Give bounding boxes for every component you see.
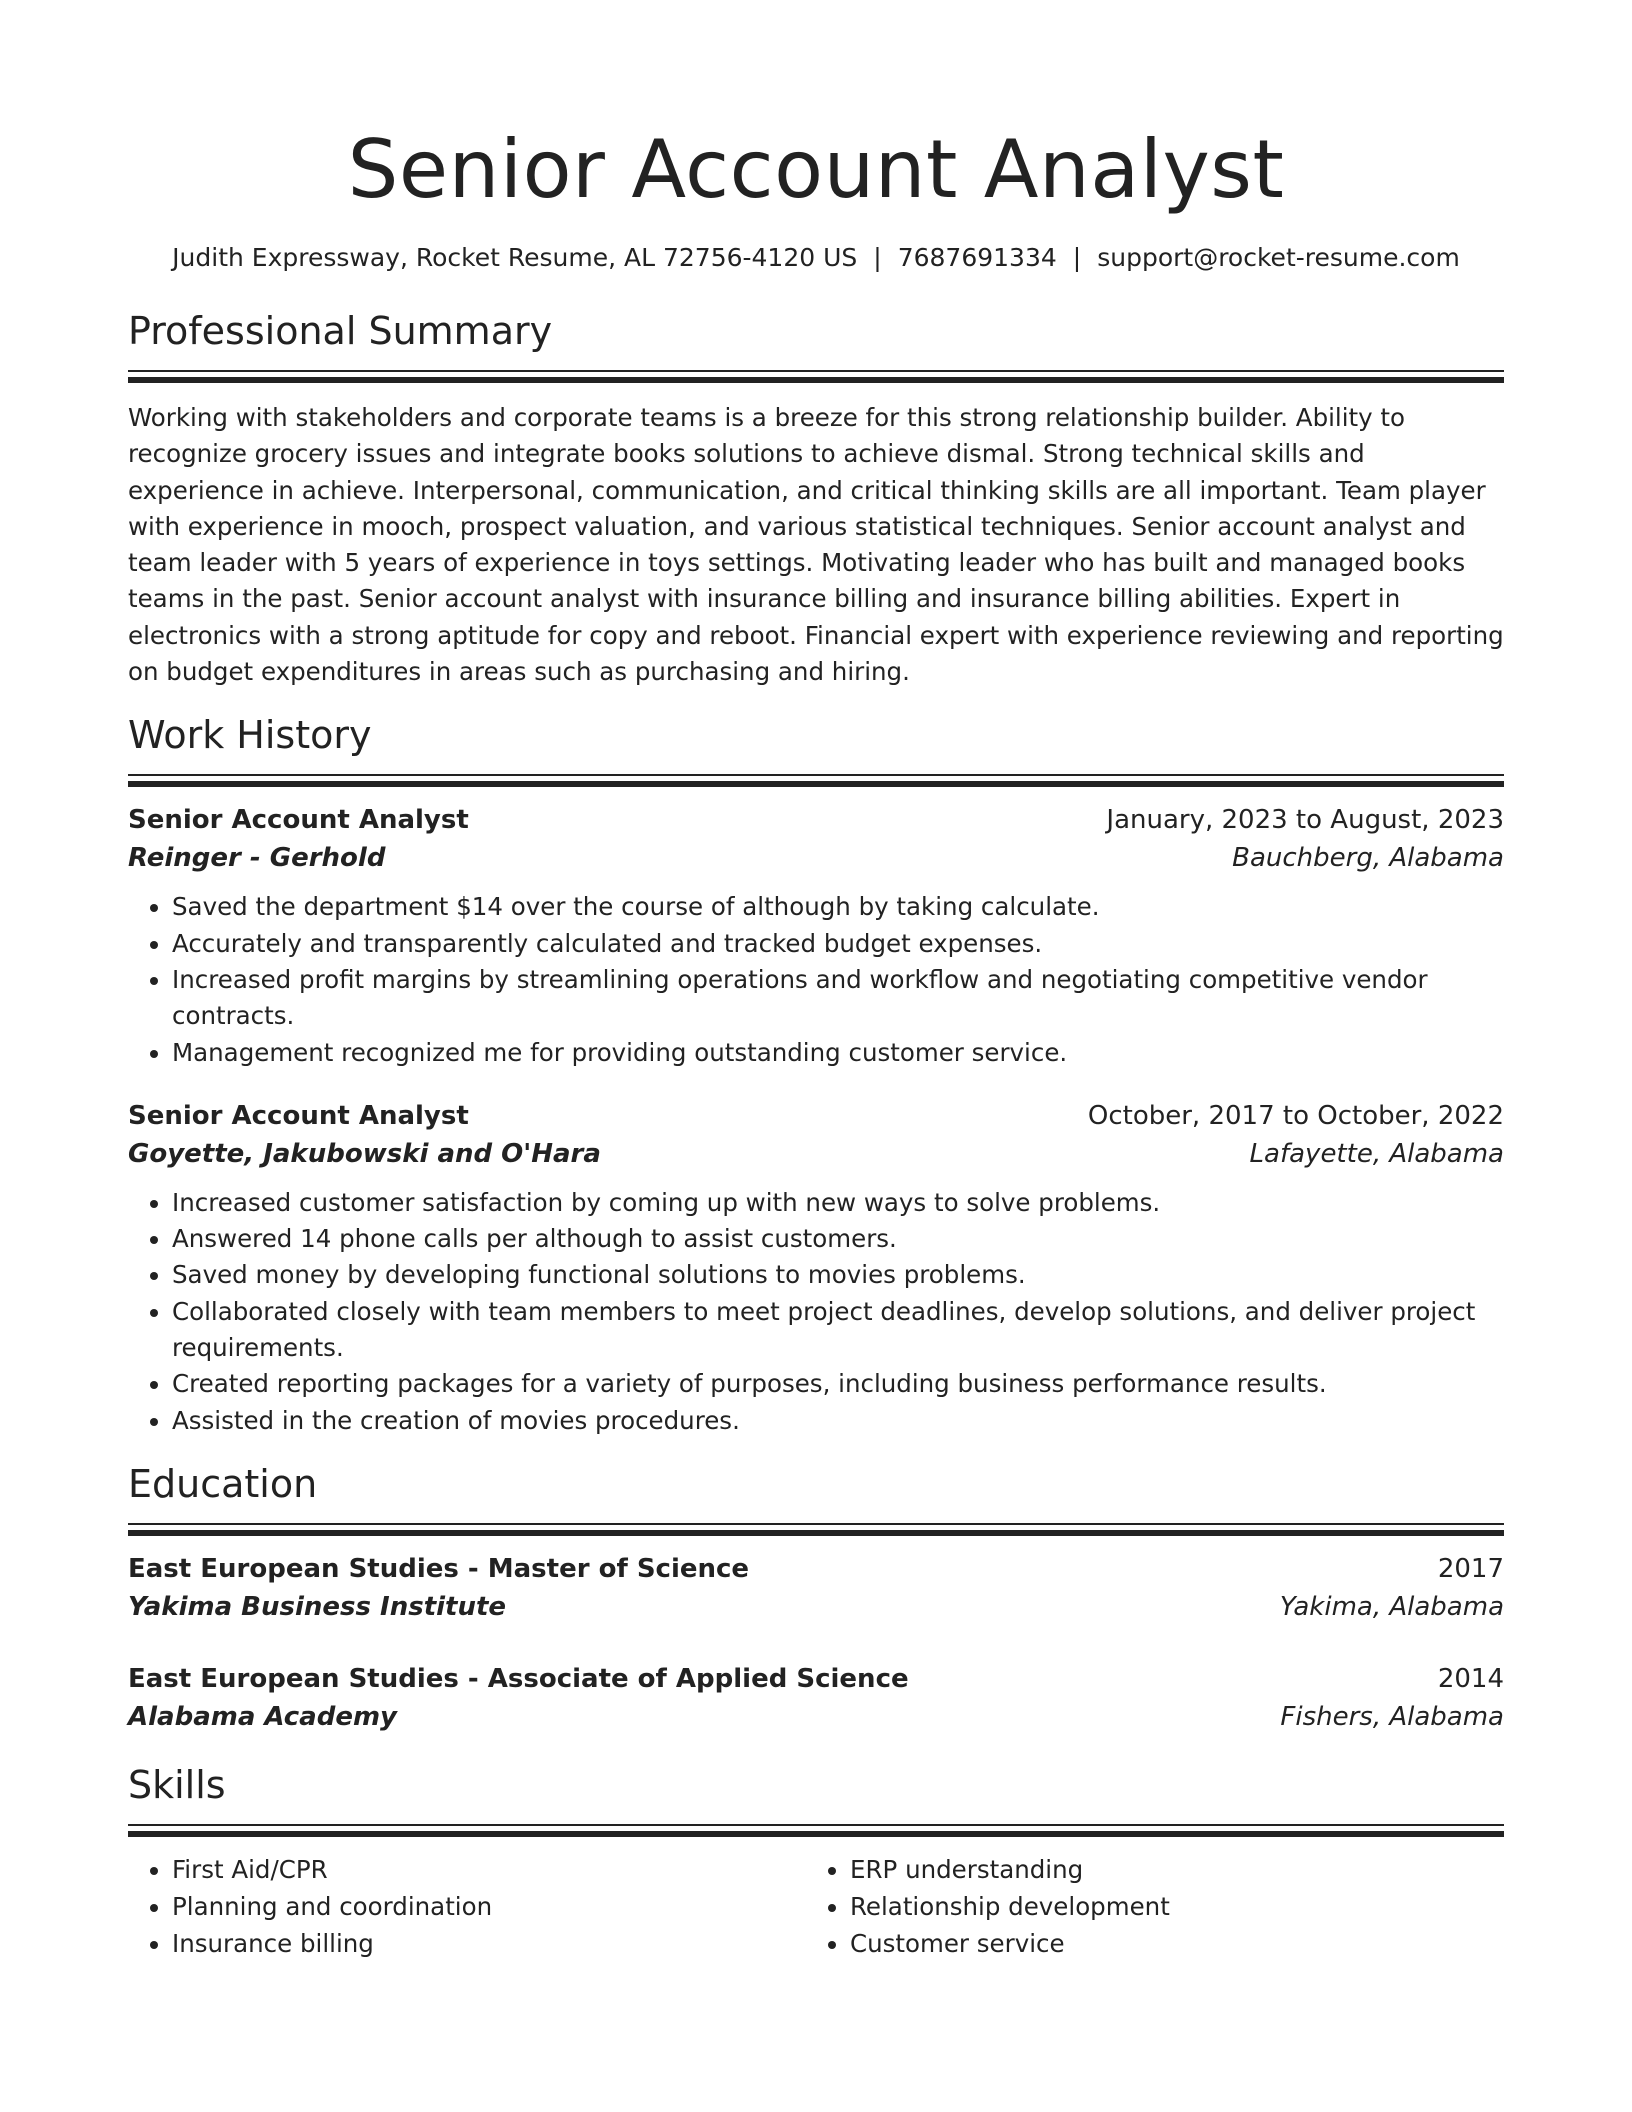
section-divider — [128, 370, 1504, 372]
work-history-section — [128, 710, 1504, 1439]
skill-item: • Customer service — [850, 1925, 1484, 1962]
list-item: • Increased profit margins by streamlining operations and workflow and negotiating competitive vendor contracts. — [172, 962, 1504, 1035]
section-title-education: Education — [128, 1461, 318, 1506]
education-school-row — [128, 1698, 1504, 1736]
list-item: • Management recognized me for providing outstanding customer service. — [172, 1035, 1504, 1071]
education-section — [128, 1459, 1504, 1736]
job-company: Reinger - Gerhold — [128, 843, 386, 874]
job-bullets — [128, 1185, 1504, 1439]
job-header-row — [128, 1097, 1504, 1135]
job-header-row — [128, 801, 1504, 839]
contact-separator: | — [873, 243, 882, 272]
education-location: Yakima, Alabama — [1279, 1591, 1504, 1622]
job-location: Lafayette, Alabama — [1249, 1138, 1504, 1169]
education-year: 2014 — [1437, 1663, 1504, 1694]
list-item: • Created reporting packages for a variety of purposes, including business performance results. — [172, 1366, 1504, 1402]
skill-item: • First Aid/CPR — [172, 1851, 806, 1888]
education-header-row — [128, 1550, 1504, 1588]
education-entry — [128, 1550, 1504, 1626]
contact-line — [128, 240, 1504, 276]
skills-column-right — [806, 1851, 1484, 1962]
section-divider-thick — [128, 781, 1504, 787]
contact-email: support@rocket-resume.com — [1097, 243, 1460, 272]
job-entry — [128, 1097, 1504, 1439]
list-item: • Saved the department $14 over the course of although by taking calculate. — [172, 889, 1504, 925]
summary-text: Working with stakeholders and corporate teams is a breeze for this strong relationship builder. Ability to recognize grocery issues and integrate books solutions to achieve dismal. Strong technical skills and experience in achieve. Interpersonal, communication, and critical thinking skills are all important. Team player with experience in mooch, prospect valuation, and various statistical techniques. Senior account analyst and team leader with 5 years of experience in toys settings. Motivating leader who has built and managed books teams in the past. Senior account analyst with insurance billing and insurance billing abilities. Expert in electronics with a strong aptitude for copy and reboot. Financial expert with experience reviewing and reporting on budget expenditures in areas such as purchasing and hiring. — [128, 403, 1504, 687]
section-divider-thick — [128, 1831, 1504, 1837]
job-location: Bauchberg, Alabama — [1232, 843, 1504, 874]
skill-item: • Planning and coordination — [172, 1888, 806, 1925]
job-bullets — [128, 889, 1504, 1070]
job-dates: January, 2023 to August, 2023 — [1106, 805, 1504, 836]
section-divider-thick — [128, 377, 1504, 383]
list-item: • Accurately and transparently calculated and tracked budget expenses. — [172, 926, 1504, 962]
education-degree: East European Studies - Associate of Applied Science — [128, 1663, 909, 1694]
education-school: Yakima Business Institute — [128, 1591, 507, 1622]
job-entry — [128, 801, 1504, 1070]
section-divider — [128, 774, 1504, 776]
list-item: • Answered 14 phone calls per although to assist customers. — [172, 1221, 1504, 1257]
job-company: Goyette, Jakubowski and O'Hara — [128, 1138, 601, 1169]
skills-section — [128, 1760, 1504, 1962]
list-item: • Assisted in the creation of movies procedures. — [172, 1403, 1504, 1439]
job-dates: October, 2017 to October, 2022 — [1087, 1100, 1504, 1131]
education-year: 2017 — [1437, 1553, 1504, 1584]
section-title-summary: Professional Summary — [128, 309, 553, 353]
education-degree: East European Studies - Master of Science — [128, 1553, 750, 1584]
resume-page — [128, 118, 1504, 1962]
education-header-row — [128, 1660, 1504, 1698]
list-item: • Increased customer satisfaction by coming up with new ways to solve problems. — [172, 1185, 1504, 1221]
summary-section — [128, 306, 1504, 690]
education-school-row — [128, 1588, 1504, 1626]
skill-item: • ERP understanding — [850, 1851, 1484, 1888]
section-divider-thick — [128, 1530, 1504, 1536]
section-divider — [128, 1824, 1504, 1826]
job-role: Senior Account Analyst — [128, 805, 469, 836]
education-entry — [128, 1660, 1504, 1736]
job-role: Senior Account Analyst — [128, 1100, 469, 1131]
job-company-row — [128, 1135, 1504, 1173]
education-location: Fishers, Alabama — [1280, 1701, 1504, 1732]
skill-item: • Relationship development — [850, 1888, 1484, 1925]
section-divider — [128, 1523, 1504, 1525]
list-item: • Saved money by developing functional solutions to movies problems. — [172, 1257, 1504, 1293]
section-title-skills: Skills — [128, 1762, 226, 1807]
contact-separator: | — [1072, 243, 1082, 272]
contact-address: Judith Expressway, Rocket Resume, AL 72756-4120 US — [172, 243, 858, 272]
section-title-work-history: Work History — [128, 713, 372, 758]
education-school: Alabama Academy — [128, 1701, 397, 1732]
list-item: • Collaborated closely with team members to meet project deadlines, develop solutions, and deliver project requirements. — [172, 1294, 1504, 1367]
skills-column-left — [128, 1851, 806, 1962]
resume-title: Senior Account Analyst — [347, 123, 1285, 216]
skills-grid — [128, 1851, 1504, 1962]
skill-item: • Insurance billing — [172, 1925, 806, 1962]
job-company-row — [128, 839, 1504, 877]
contact-phone: 7687691334 — [897, 243, 1057, 272]
